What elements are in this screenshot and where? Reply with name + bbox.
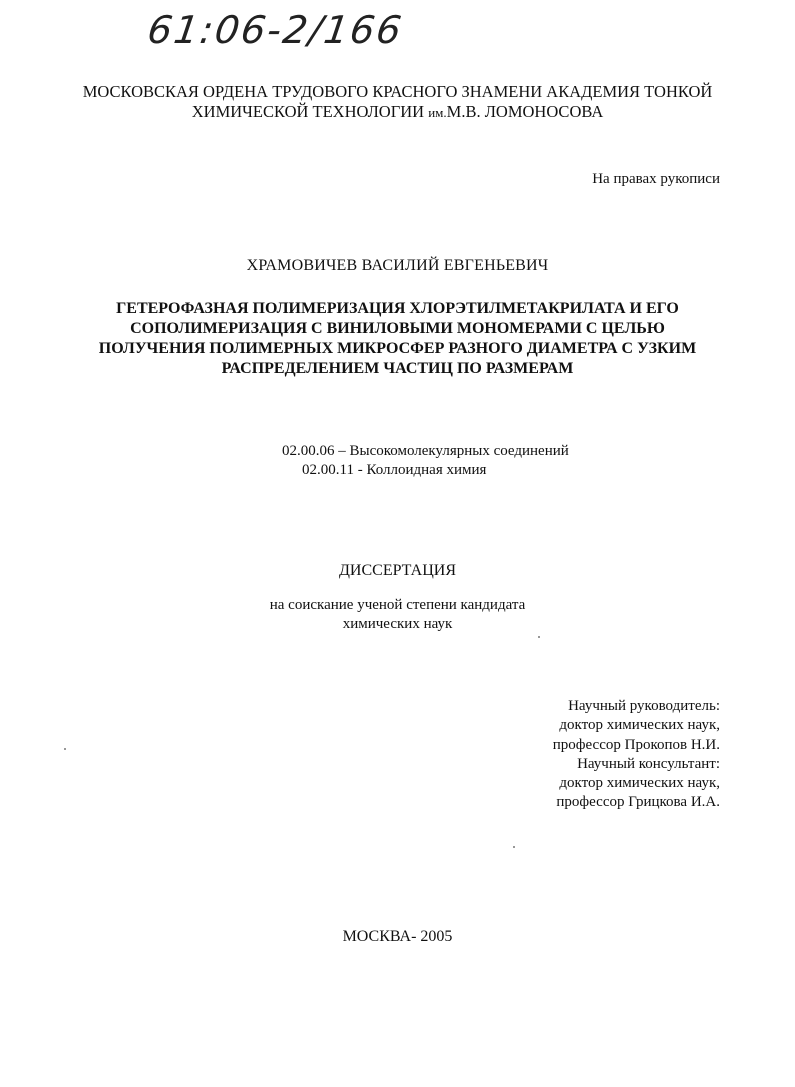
institution-line-2-end: М.В. ЛОМОНОСОВА xyxy=(446,102,604,121)
degree-line: химических наук xyxy=(342,616,453,632)
specialty-line: 02.00.06 – Высокомолекулярных соединений xyxy=(282,443,569,459)
scan-speck xyxy=(64,748,66,750)
document-type: ДИССЕРТАЦИЯ xyxy=(339,562,456,579)
manuscript-rights-note: На правах рукописи xyxy=(592,171,720,187)
scan-speck xyxy=(513,846,515,848)
scan-speck xyxy=(538,636,540,638)
institution-line-1: МОСКОВСКАЯ ОРДЕНА ТРУДОВОГО КРАСНОГО ЗНАМЕНИ АКАДЕМИЯ ТОНКОЙ xyxy=(82,82,713,101)
advisor-line: доктор химических наук, xyxy=(559,717,720,734)
advisor-line: доктор химических наук, xyxy=(559,775,720,792)
advisor-line: Научный руководитель: xyxy=(568,698,720,714)
institution-line-2 xyxy=(0,102,795,123)
city-year: МОСКВА- 2005 xyxy=(342,928,453,945)
advisor-line: Научный консультант: xyxy=(577,755,720,772)
institution-name xyxy=(0,82,795,123)
title-line: РАСПРЕДЕЛЕНИЕМ ЧАСТИЦ ПО РАЗМЕРАМ xyxy=(221,360,574,377)
advisors-block xyxy=(553,697,720,813)
author-name: ХРАМОВИЧЕВ ВАСИЛИЙ ЕВГЕНЬЕВИЧ xyxy=(246,257,549,274)
specialties xyxy=(282,442,569,480)
title-line: ПОЛУЧЕНИЯ ПОЛИМЕРНЫХ МИКРОСФЕР РАЗНОГО ДИАМЕТРА С УЗКИМ xyxy=(98,340,697,357)
dissertation-title xyxy=(0,299,795,379)
institution-line-2-abbrev: им. xyxy=(428,105,447,120)
title-line: СОПОЛИМЕРИЗАЦИЯ С ВИНИЛОВЫМИ МОНОМЕРАМИ С ЦЕЛЬЮ xyxy=(130,320,665,337)
advisor-line: профессор Грицкова И.А. xyxy=(556,794,720,811)
title-line: ГЕТЕРОФАЗНАЯ ПОЛИМЕРИЗАЦИЯ ХЛОРЭТИЛМЕТАКРИЛАТА И ЕГО xyxy=(116,300,679,317)
handwritten-catalog-number: 61:06-2/166 xyxy=(144,8,406,52)
advisor-line: профессор Прокопов Н.И. xyxy=(552,736,720,753)
degree-statement xyxy=(0,596,795,634)
degree-line: на соискание ученой степени кандидата xyxy=(269,597,526,613)
specialty-line: 02.00.11 - Коллоидная химия xyxy=(302,462,487,478)
institution-line-2-main: ХИМИЧЕСКОЙ ТЕХНОЛОГИИ xyxy=(191,102,429,121)
